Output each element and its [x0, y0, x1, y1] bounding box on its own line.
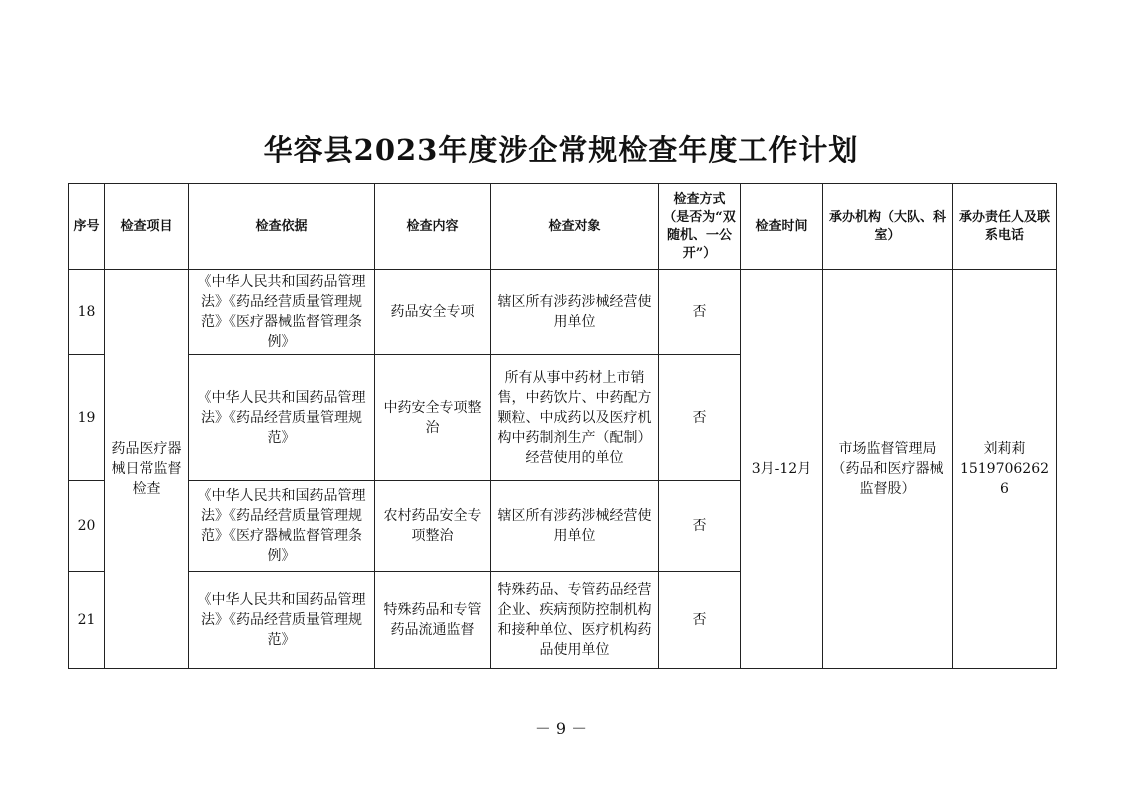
row-target: 辖区所有涉药涉械经营使用单位: [491, 481, 659, 572]
row-content: 药品安全专项: [375, 270, 491, 355]
org-cell: 市场监督管理局（药品和医疗器械监督股）: [823, 270, 953, 669]
row-target: 所有从事中药材上市销售，中药饮片、中药配方颗粒、中成药以及医疗机构中药制剂生产（配制）经营使用的单位: [491, 355, 659, 481]
row-seq: 19: [69, 355, 105, 481]
row-method: 否: [659, 481, 741, 572]
page-number: － 9 －: [534, 719, 588, 738]
row-target: 特殊药品、专管药品经营企业、疾病预防控制机构和接种单位、医疗机构药品使用单位: [491, 572, 659, 669]
time-cell: 3月-12月: [741, 270, 823, 669]
person-phone: 15197062626: [959, 461, 1050, 497]
person-cell: [953, 270, 1057, 669]
row-seq: 18: [69, 270, 105, 355]
row-method: 否: [659, 572, 741, 669]
row-method: 否: [659, 270, 741, 355]
table-row: [69, 270, 1057, 355]
row-basis: 《中华人民共和国药品管理法》《药品经营质量管理规范》《医疗器械监督管理条例》: [189, 481, 375, 572]
header-content: 检查内容: [375, 184, 491, 270]
header-person: 承办责任人及联系电话: [953, 184, 1057, 270]
row-content: 中药安全专项整治: [375, 355, 491, 481]
page-title: 华容县2023年度涉企常规检查年度工作计划: [263, 133, 859, 167]
header-target: 检查对象: [491, 184, 659, 270]
header-row: [69, 184, 1057, 270]
row-content: 特殊药品和专管药品流通监督: [375, 572, 491, 669]
row-basis: 《中华人民共和国药品管理法》《药品经营质量管理规范》: [189, 572, 375, 669]
header-org: 承办机构（大队、科室）: [823, 184, 953, 270]
row-seq: 21: [69, 572, 105, 669]
row-seq: 20: [69, 481, 105, 572]
header-method: 检查方式（是否为“双随机、一公开”）: [659, 184, 741, 270]
person-name: 刘莉莉: [983, 441, 1026, 457]
header-basis: 检查依据: [189, 184, 375, 270]
row-method: 否: [659, 355, 741, 481]
row-basis: 《中华人民共和国药品管理法》《药品经营质量管理规范》《医疗器械监督管理条例》: [189, 270, 375, 355]
row-content: 农村药品安全专项整治: [375, 481, 491, 572]
header-project: 检查项目: [105, 184, 189, 270]
project-cell: 药品医疗器械日常监督检查: [105, 270, 189, 669]
inspection-plan-table: [68, 183, 1057, 669]
header-time: 检查时间: [741, 184, 823, 270]
row-target: 辖区所有涉药涉械经营使用单位: [491, 270, 659, 355]
header-seq: 序号: [69, 184, 105, 270]
row-basis: 《中华人民共和国药品管理法》《药品经营质量管理规范》: [189, 355, 375, 481]
